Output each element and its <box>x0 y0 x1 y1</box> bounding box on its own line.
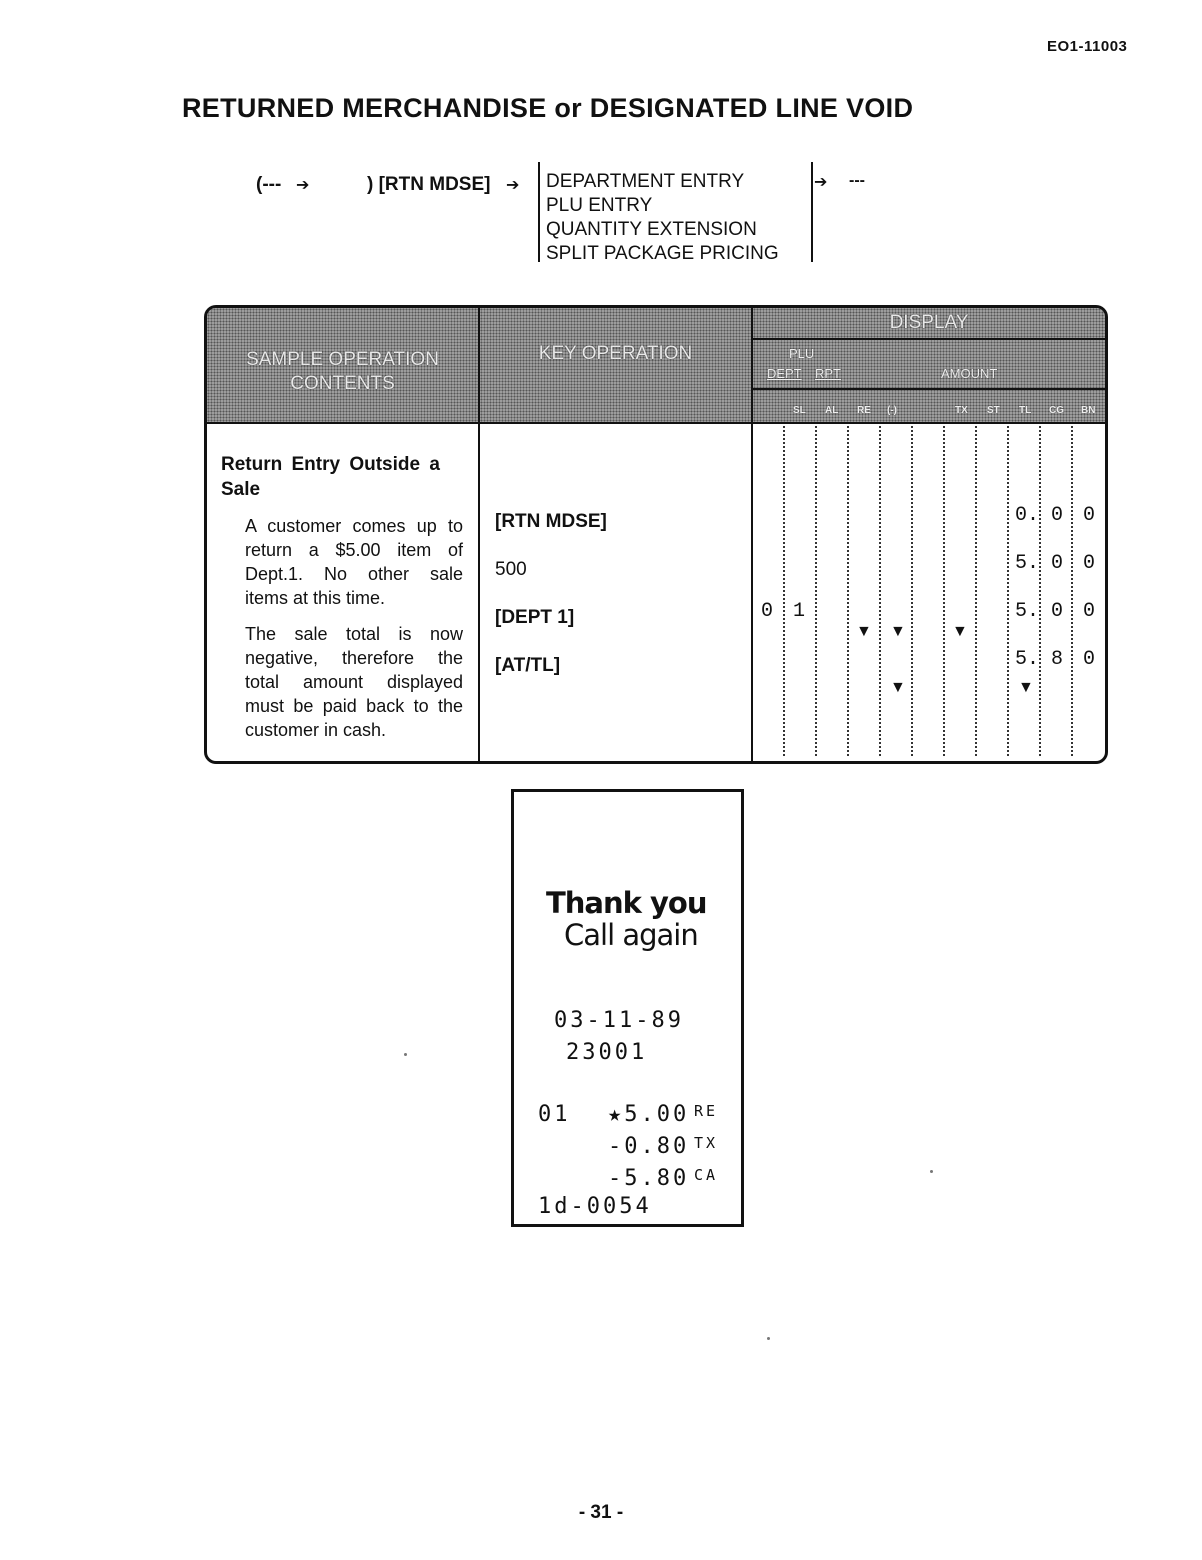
minus-indicator-icon: ▼ <box>890 623 906 640</box>
receipt-line-code: TX <box>694 1134 719 1152</box>
column-label: RE <box>857 405 871 416</box>
arrow-right-icon: ➔ <box>814 174 828 191</box>
scan-speck <box>404 1053 407 1056</box>
display-digit: 0 <box>1051 552 1064 575</box>
tx-indicator-icon: ▼ <box>952 623 968 640</box>
display-digit: 0 <box>1051 600 1064 623</box>
receipt-date: 03-11-89 <box>554 1008 684 1033</box>
column-label: AL <box>825 405 839 416</box>
display-digit: 8 <box>1051 648 1064 671</box>
flow-prefix: (--- <box>256 174 282 195</box>
greeting-line: Call again <box>564 918 698 952</box>
key-operation: 500 <box>495 559 527 580</box>
column-label: TX <box>955 405 968 416</box>
page-title: RETURNED MERCHANDISE or DESIGNATED LINE VOID <box>182 93 914 123</box>
key-operation: [RTN MDSE] <box>495 511 607 532</box>
column-label: TL <box>1019 405 1032 416</box>
column-label: SL <box>793 405 806 416</box>
display-digit: 0 <box>1083 504 1096 527</box>
minus-indicator-icon: ▼ <box>890 679 906 696</box>
receipt <box>511 789 744 1227</box>
flow-options <box>546 170 779 266</box>
scan-speck <box>767 1337 770 1340</box>
key-operation: [DEPT 1] <box>495 607 575 628</box>
receipt-line-code: CA <box>694 1166 719 1184</box>
flow-option: DEPARTMENT ENTRY <box>546 171 745 192</box>
receipt-footer: 1d-0054 <box>538 1194 652 1219</box>
arrow-right-icon: ➔ <box>506 177 520 194</box>
key-operation-header <box>480 308 751 423</box>
display-digit: 5. <box>1015 648 1040 671</box>
operation-table <box>204 305 1108 764</box>
scan-speck <box>930 1170 933 1173</box>
header-line: CONTENTS <box>290 373 395 394</box>
greeting-line: Thank you <box>546 886 707 920</box>
display-digit: 1 <box>793 600 806 623</box>
flow-key: ) [RTN MDSE] <box>367 174 491 195</box>
receipt-greeting <box>546 887 707 951</box>
dept-label: DEPT <box>767 366 802 381</box>
flow-bracket-left <box>538 162 540 262</box>
receipt-line-amount: -5.80 <box>608 1166 690 1191</box>
display-digit: 0 <box>1083 648 1096 671</box>
receipt-line-dept: 01 <box>538 1102 571 1127</box>
operation-flow <box>256 168 896 268</box>
content-title: Return Entry Outside a Sale <box>221 454 440 500</box>
content-paragraph: The sale total is now negative, therefore the total amount displayed must be paid back to the customer in cash. <box>245 624 463 740</box>
tl-indicator-icon: ▼ <box>1018 679 1034 696</box>
key-operation: [AT/TL] <box>495 655 561 676</box>
plu-label: PLU <box>789 346 815 361</box>
receipt-line-code: RE <box>694 1102 719 1120</box>
flow-bracket-right <box>811 162 813 262</box>
rpt-label: RPT <box>815 366 841 381</box>
document-code: EO1-11003 <box>1047 38 1128 55</box>
display-digit: 5. <box>1015 552 1040 575</box>
display-title: DISPLAY <box>889 312 969 333</box>
page-number: - 31 - <box>578 1502 624 1523</box>
display-digit: 5. <box>1015 600 1040 623</box>
amount-label: AMOUNT <box>941 366 998 381</box>
header-line: KEY OPERATION <box>538 343 693 364</box>
display-digit: 0 <box>1083 552 1096 575</box>
display-digit: 0 <box>1051 504 1064 527</box>
content-paragraph: A customer comes up to return a $5.00 item of Dept.1. No other sale items at this time. <box>245 516 463 608</box>
arrow-right-icon: ➔ <box>296 177 310 194</box>
column-label: ST <box>987 405 1000 416</box>
receipt-consecutive-number: 23001 <box>566 1040 648 1065</box>
flow-option: SPLIT PACKAGE PRICING <box>546 243 779 264</box>
column-label: CG <box>1049 405 1064 416</box>
receipt-line-amount: -0.80 <box>608 1134 690 1159</box>
flow-option: QUANTITY EXTENSION <box>546 219 757 240</box>
display-header <box>753 308 1105 423</box>
display-digit: 0 <box>1083 600 1096 623</box>
display-digit: 0 <box>761 600 774 623</box>
re-indicator-icon: ▼ <box>856 623 872 640</box>
column-label: BN <box>1081 405 1096 416</box>
sample-operation-header <box>207 308 478 423</box>
display-digit: 0. <box>1015 504 1040 527</box>
flow-option: PLU ENTRY <box>546 195 653 216</box>
flow-suffix: --- <box>849 172 865 189</box>
header-line: SAMPLE OPERATION <box>246 349 439 370</box>
column-label: (-) <box>887 405 897 416</box>
receipt-line-amount: ★5.00 <box>608 1102 690 1127</box>
